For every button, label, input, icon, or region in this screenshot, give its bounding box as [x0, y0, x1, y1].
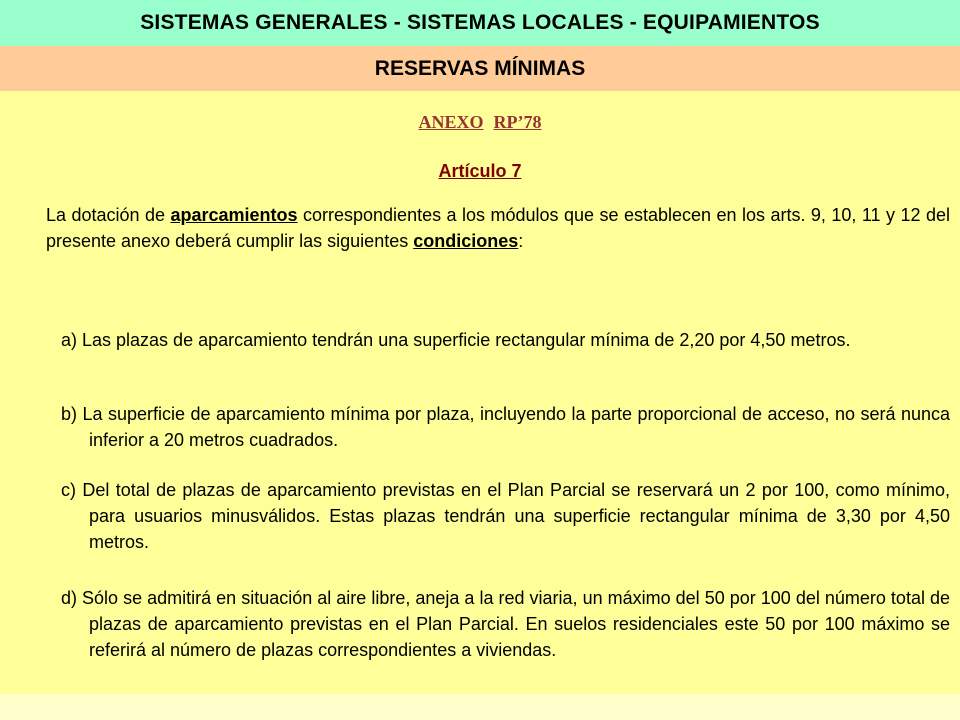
anexo-link[interactable]: ANEXO	[418, 112, 484, 132]
page-title: SISTEMAS GENERALES - SISTEMAS LOCALES - EQUIPAMIENTOS	[140, 11, 820, 34]
title-banner	[0, 0, 960, 46]
subtitle-banner	[0, 46, 960, 91]
rp78-link[interactable]: RP’78	[493, 112, 542, 132]
condition-item-b: b) La superficie de aparcamiento mínima por plaza, incluyendo la parte proporcional de acceso, no será nunca inferior a 20 metros cuadrados.	[61, 404, 950, 450]
intro-text-1: La dotación de	[46, 205, 171, 225]
page-subtitle: RESERVAS MÍNIMAS	[374, 56, 586, 80]
condition-item-d: d) Sólo se admitirá en situación al aire libre, aneja a la red viaria, un máximo del 50 por 100 del número total de plazas de aparcamiento previstas en el Plan Parcial. En suelos residenciales este 50 por 100 máximo se referirá al número de plazas correspondientes a viviendas.	[61, 588, 950, 660]
reference-links	[0, 112, 960, 133]
intro-paragraph	[46, 202, 950, 254]
intro-text-2: correspondientes a los módulos que se establecen en los arts. 9, 10, 11 y 12 del presente anexo deberá cumplir las siguientes	[46, 205, 950, 251]
article-heading: Artículo 7	[438, 161, 522, 181]
bottom-strip	[0, 694, 960, 720]
intro-text-3: :	[518, 231, 524, 251]
keyword-condiciones: condiciones	[413, 231, 519, 251]
condition-item-a: a) Las plazas de aparcamiento tendrán una superficie rectangular mínima de 2,20 por 4,50 metros.	[61, 330, 851, 350]
condition-item-c: c) Del total de plazas de aparcamiento previstas en el Plan Parcial se reservará un 2 por 100, como mínimo, para usuarios minusválidos. Estas plazas tendrán una superficie rectangular mínima de 3,30 por 4,50 metros.	[61, 480, 950, 552]
keyword-aparcamientos: aparcamientos	[170, 205, 298, 225]
